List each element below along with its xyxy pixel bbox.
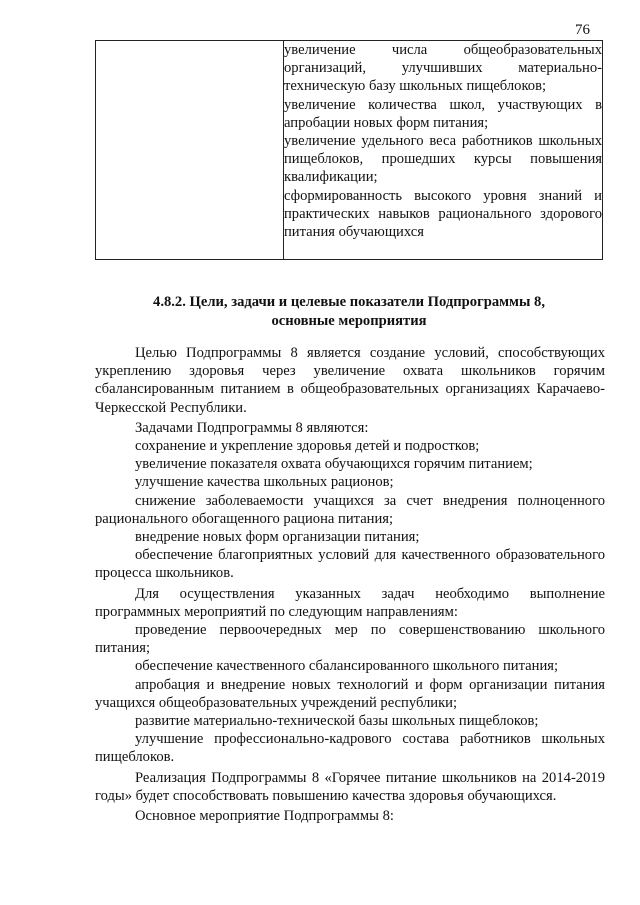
section-heading-line: основные мероприятия bbox=[271, 312, 427, 329]
section-heading bbox=[95, 293, 603, 330]
indicator-item: увеличение числа общеобразовательных организаций, улучшивших материально-техническую базу школьных пищеблоков; bbox=[284, 42, 602, 95]
list-item: улучшение качества школьных рационов; bbox=[135, 474, 394, 491]
list-item: проведение первоочередных мер по совершенствованию школьного питания; bbox=[95, 622, 605, 657]
section-body bbox=[95, 344, 605, 825]
list-item: улучшение профессионально-кадрового состава работников школьных пищеблоков. bbox=[95, 731, 605, 766]
list-item: апробация и внедрение новых технологий и форм организации питания учащихся общеобразовательных учреждений республики; bbox=[95, 676, 605, 711]
paragraph: Задачами Подпрограммы 8 являются: bbox=[135, 419, 369, 436]
list-item: сохранение и укрепление здоровья детей и подростков; bbox=[135, 438, 480, 455]
indicator-item: увеличение удельного веса работников школьных пищеблоков, прошедших курсы повышения квалификации; bbox=[284, 133, 602, 186]
continuation-table bbox=[95, 40, 603, 260]
paragraph: Основное мероприятие Подпрограммы 8: bbox=[135, 808, 394, 825]
table-cell-empty bbox=[96, 41, 284, 260]
indicator-item: сформированность высокого уровня знаний и практических навыков рационального здорового питания обучающихся bbox=[284, 187, 602, 241]
list-item: обеспечение качественного сбалансированного школьного питания; bbox=[135, 658, 559, 675]
page-number: 76 bbox=[575, 22, 590, 38]
list-item: увеличение показателя охвата обучающихся горячим питанием; bbox=[135, 456, 533, 473]
table-row bbox=[96, 41, 603, 260]
list-item: снижение заболеваемости учащихся за счет внедрения полноценного рационального обогащенного рациона питания; bbox=[95, 492, 605, 527]
table-cell-indicators bbox=[284, 41, 603, 260]
indicator-item: увеличение количества школ, участвующих в апробации новых форм питания; bbox=[284, 96, 602, 131]
paragraph: Целью Подпрограммы 8 является создание условий, способствующих укреплению здоровья через увеличение охвата школьников горячим сбалансированным питанием в общеобразовательных организациях Карачаево-Черкесской Республики. bbox=[95, 345, 605, 416]
paragraph: Реализация Подпрограммы 8 «Горячее питание школьников на 2014-2019 годы» будет способствовать повышению качества здоровья обучающихся. bbox=[95, 769, 605, 804]
list-item: обеспечение благоприятных условий для качественного образовательного процесса школьников. bbox=[95, 547, 605, 582]
section-heading-line: 4.8.2. Цели, задачи и целевые показатели Подпрограммы 8, bbox=[153, 294, 545, 310]
list-item: внедрение новых форм организации питания; bbox=[135, 529, 420, 546]
list-item: развитие материально-технической базы школьных пищеблоков; bbox=[135, 713, 539, 730]
paragraph: Для осуществления указанных задач необходимо выполнение программных мероприятий по следующим направлениям: bbox=[95, 585, 605, 620]
